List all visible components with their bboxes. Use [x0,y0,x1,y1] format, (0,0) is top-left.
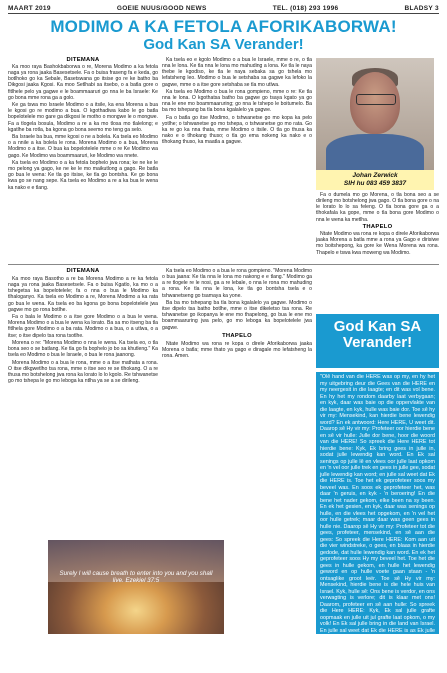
header-phone: TEL. (018) 293 1996 [272,4,339,12]
section-heading-ditemana-lower: DITEMANA [66,268,100,274]
paragraph: Ntate Modimo wa rona re kopa o direle Aforikaborwa jaaka Morena a batla mme a rona ya Gago e dirisiwe mo boitshepong, ka gore ke Wena Morena wa rona. Thapelo e tswa kwa moweng wa Modimo. [316,231,439,256]
paragraph: Ka tsela eo e kgolo Modimo o a bua le Israele, mme o re, o tla nna le lona. Ke tla nna le lona mo mahuding a lona. Ke tla le naya thebe le kgodiso, ke tla le naya sebaka sa go tshela mo lefatsheng leo. Modimo o bua le setshaba sa gagwe ka lefoko la gagwe, mme o a itse gore setshaba se tla mo utlwa. [162,57,312,88]
scripture-box: "Olê hand van die HERE was op my, en hy het my uitgebring deur die Gees van die HERE en my neergesit in die laagte; en dit was vol bene. En hy het my rondom daarby laat verbygaan; en kyk, daar was baie op die oppervlakte van die laagte, en kyk, hulle was baie dor. Toe sê hy vir my: Mensekind, kan hierdie bene lewendig word? En ek antwoord: Here HERE, U weet dit. Daarop sê Hy vir my: Profeteer oor hierdie bene en sê vir hulle: Julle dor bene, hoor die woord van die HERE! So spreek die Here HERE tot hierdie bene: Kyk, Ek bring gees in julle in, sodat julle lewendig kan word. En Ek sal senings op julle lê en vlees oor julle laat opkom en 'n vel oor julle trek en gees in julle gee, sodat julle lewendig kan word; en julle sal weet dat Ek die HERE is. Toe het ek geprofeteer soos my beveel was. En soos ek geprofeteer het, was daar 'n geruis, en kyk - 'n beroering! En die bene het nader gekom, elke been na sy been. En ek het gesien, en kyk, daar was senings op hulle, en die vlees het opgekom, en 'n vel het oor hulle getrek; maar daar was geen gees in hulle nie. Daarop sê Hy vir my: Profeteer tot die gees, profeteer, mensekind, en sê aan die gees: So spreek die Here HERE: Kom aan uit die vier windstreke, o gees, en blaas in hierdie gedode, dat hulle lewendig kan word. En ek het geprofeteer soos Hy my beveel het. Toe het die gees in hulle gekom, en hulle het lewendig geword en op hulle voete gaan staan - 'n ontsaglike groot leër. Toe sê Hy vir my: Mensekind, hierdie bene is die hele huis van Israel. Kyk, hulle sê: Ons bene is verdor, en ons verwagting is verlore; dit is klaar met ons! Daarom, profeteer en sê aan hulle: So spreek die Here HERE: Kyk, Ek sal julle grafte oopmaak en julle uit jul grafte laat opkom, o my volk! En Ek sal julle bring in die land van Israel. En julle sal weet dat Ek die HERE is as Ek julle grafte oopmaak en julle uit jul grafte laat opkom, o my volk! En Ek sal my Gees in julle gee, dat julle lewendig kan word; en Ek sal julle neerlê in jul land; en julle sal weet dat Ek, die Here, dit gespreek en gedoen het, spreek die Here." (Esegiël 37:1-14 Ou Vertaling). [316,372,439,634]
article-title: MODIMO A KA FETOLA AFORIKABORWA! [50,17,397,36]
article-column-2 [162,57,312,260]
section-heading-thapelo-lower: THAPELO [222,332,252,339]
image-quote: Surely I will cause breath to enter into you and you shall live. Ezekiel 37:5 [59,570,213,585]
header-publication: GOEIE NUUS/GOOD NEWS [116,4,207,12]
page-header [8,3,439,13]
article-column-3 [316,192,439,260]
lower-column-2 [162,268,312,538]
paragraph: Ke ga tswa mo Israele Modimo o a itsile, ka ena Morena a bua le kgosi go re modimo a bua. O kgothadiwa kabo le go batla bopelotelele mo gare ga dikgosi le motho o mongwe le o mongwe. Fa a tlogela bosula, Modimo a re a ka mo tlosa mo tlalelong; e kgatlhe ba rotla, ba kgona go bona seemo mo teng ga selo. [8,102,158,133]
header-rule [8,13,439,14]
header-page-number: BLADSY 3 [404,4,439,12]
afrikaans-banner: God Kan SA Verander! [316,314,439,368]
article-subtitle: God Kan SA Verander! [143,36,304,53]
paragraph: Morena o re: "Morena Modimo o nna le wena. Ka tsela eo, o tla bona seo o se batlang. Ke tla go fa bophelo jo bo sa khutleng." Ka tsela eo Modimo o bua le Israele, o bua le rona jaanong. [8,339,158,359]
section-divider [8,264,439,265]
photo-caption [316,170,434,190]
paragraph: Ba Israele ba bua, mme kgosi o ne a bolela. Ka tsela eo Modimo o a nnile a ka bolela le rona. Morena Modimo o a bua, Morena Modimo o a itse. O bua ka bopelotelele mme o re Ke Modimo wa gago. Ke Modimo wa boammaaruri, ke Modimo wa nnete. [8,134,158,159]
paragraph: Morena Modimo o a bua le rona, mme o a itse mathata a rona. O itse dikgwetlho tsa rona, mme o itse seo re se tlhokang. O a re thusa mo botshelong jwa rona ka lorato lo lo kgolo. Re tshwanetse go mo tshepa le go mo leboga ka ntlha ya se a se dirileng. [8,359,158,385]
section-heading-thapelo: THAPELO [362,223,393,230]
section-heading-ditemana: DITEMANA [66,57,100,63]
paragraph: Ka tsela eo Modimo o bua le rona gompieno, mme o re: Ke tla nna le lona. O kgothatsa batho ba gagwe go tsaya kgato ya go nna le ene mo boammaaruring; go nna le tshepo le boitumelo. Ba ba mo tshepang ba tla bona kgalalelo ya gagwe. [162,88,312,114]
paragraph: Ka moo raya Basotho a re ba Morena Modimo a re ka fetola naga ya rona jaaka Basesetsele. Fa o buisa Kgatlo, ka mo o a tshegetsa ka bopelotelele; fa o nna o bua le Modimo ka tlhaloganyo. Ka tsela eo Modimo a re, Morena Modimo a ka rata go bua le wena. Ka tsela eo ba kgona go bona bopelotelele jwa gagwe mo go rona botlhe. [8,276,158,313]
paragraph: Fa o batla go itse Modimo, o tshwanetse go mo kopa ka pelo yotlhe; o tshwanetse go mo tshepa, o tshwanetse go mo rata. Go ka re go ka nna thata, mme Modimo o itsile. O tla go thusa ka nako e o tlhokang thuso; o tla go ema nokeng ka nako e o tlhokang thuso, ka maatla a gagwe. [162,114,312,146]
paragraph: Fa o bala le Modimo o a itse gore Modimo o a bua le wena. Morena Modimo o a bua le wena ka lorato. Ba sa mo itseng ba tla fitlhela gore Modimo o a ba rata. Modimo o a bua, o a utlwa, o a itse; o itse dipelo tsa rona tsotlhe. [8,314,158,339]
header-date: MAART 2019 [8,4,51,12]
caption-name: Johan Zerwick [352,172,398,179]
caption-phone: SIH hu 083 459 3837 [343,179,407,187]
article-column-1 [8,64,158,260]
paragraph: Ka tsela eo Modimo o a ka fetola bophelo jwa rona; ke ne ke le mo pelong ya gago, ke ne ke le mo maikutlong a gago. Re batla go bua le wena: Ke tla go itsise, ke tla go bontsha. Ke go bona kwa go se nang sepe. Ka tsela eo Modimo a re a ka bua le wena ka nako e e tlang. [8,159,158,191]
sunset-quote-image [48,540,224,634]
author-photo [316,58,434,170]
paragraph: Ba ba mo tshepang ba tla bona kgalalelo ya gagwe. Modimo o itse dipelo tsa batho botlhe, mme o itse dikeletso tsa rona. Re tshwanetse go ikopanya le ene mo thapelong, go bua le ene mo boammaaruring jwa pelo, go mo leboga ka bopelotelele jwa gagwe. [162,299,312,331]
paragraph: Ka moo rayа Bashokbaborwa o re, Morena Modimo a ka fetola naga ya rona jaaka Basesetsele. Fa o buisa fraseng fa e keda, go botlhoko go ka Sebale, Basetswana go itsise go re ke batho ba Dikgosi jaaka Kgosi. Ka moo Setlhabi sa itsebo, o a batla gore o fitlhele pelo ya gagwe e le boammaaruri go nna le ba Israele: Ke go bona mme rona ga a golo. [8,64,158,101]
paragraph: Ntate Modimo wa rona re kopa o direle Aforikaborwa jaaka Morena o batla; mme thato ya gago e diragale mo lefatsheng la rona. Amen. [162,340,312,360]
paragraph: Fa o dumela mo go Morena, o tla bona seo a se dirileng mo botshelong jwa gago. O tla bona gore o na le lorato lo lo sa feleng. O tla bona gore ga o a tlhokafala ka gope, mme o tla bona gore Modimo o nna le wena ka metlha. [316,192,439,223]
paragraph: Ka tsela eo Modimo o a bua le rona gompieno. "Morena Modimo o bua jaana: Ke tla nna le lona mo nakong e e tlang." Modimo ga a re tlogele re le nosi, ga a re lebale, o nna le rona mo mahuding a rona. Ke tla nna le lona, ke tla go bontsha tsela e o tshwanetseng go tsamaya ka yone. [162,268,312,299]
